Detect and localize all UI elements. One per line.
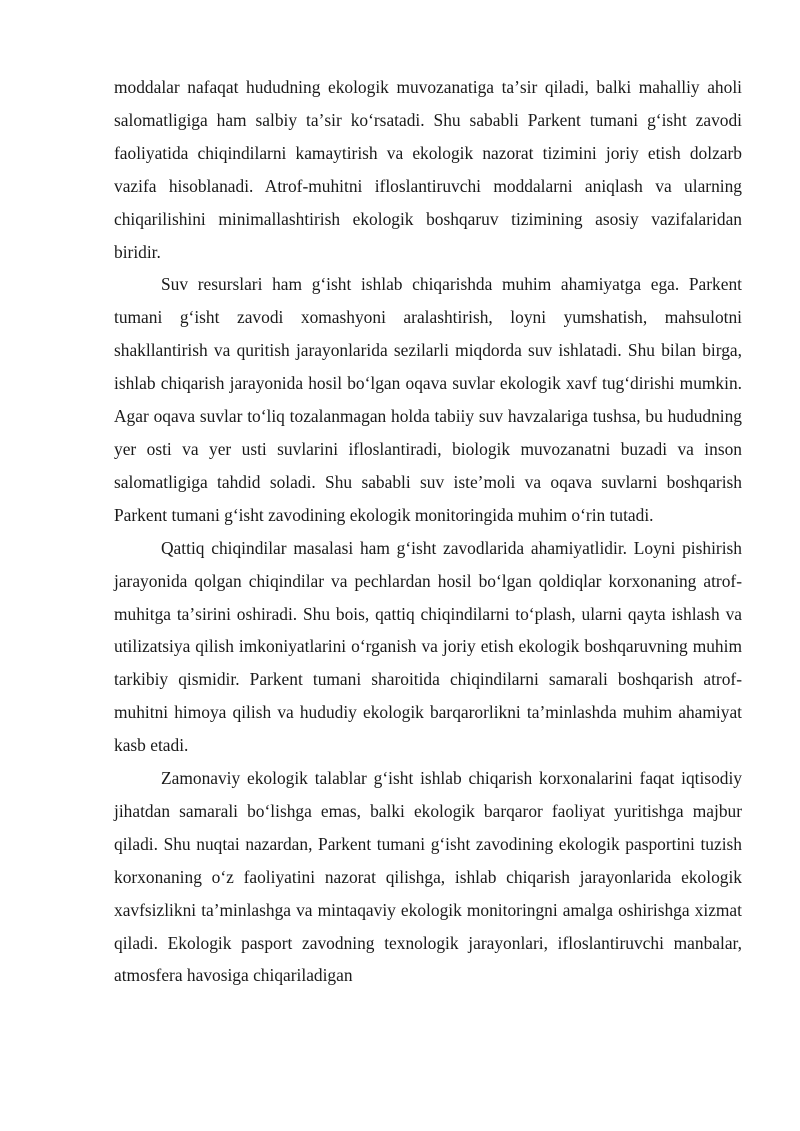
document-page [114, 71, 742, 992]
paragraph-solid-waste: Qattiq chiqindilar masalasi ham gʻisht zavodlarida ahamiyatlidir. Loyni pishirish jarayonida qolgan chiqindilar va pechlardan hosil boʻlgan qoldiqlar korxonaning atrof-muhitga taʼsirini oshiradi. Shu bois, qattiq chiqindilarni toʻplash, ularni qayta ishlash va utilizatsiya qilish imkoniyatlarini oʻrganish va joriy etish ekologik boshqaruvning muhim tarkibiy qismidir. Parkent tumani sharoitida chiqindilarni samarali boshqarish atrof-muhitni himoya qilish va hududiy ekologik barqarorlikni taʼminlashda muhim ahamiyat kasb etadi. [114, 537, 742, 756]
paragraph-water-resources: Suv resurslari ham gʻisht ishlab chiqarishda muhim ahamiyatga ega. Parkent tumani gʻisht zavodi xomashyoni aralashtirish, loyni yumshatish, mahsulotni shakllantirish va quritish jarayonlarida sezilarli miqdorda suv ishlatadi. Shu bilan birga, ishlab chiqarish jarayonida hosil boʻlgan oqava suvlar ekologik xavf tugʻdirishi mumkin. Agar oqava suvlar toʻliq tozalanmagan holda tabiiy suv havzalariga tushsa, bu hududning yer osti va yer usti suvlarini ifloslantiradi, biologik muvozanatni buzadi va inson salomatligiga tahdid soladi. Shu sababli suv isteʼmoli va oqava suvlarni boshqarish Parkent tumani gʻisht zavodining ekologik monitoringida muhim oʻrin tutadi. [114, 274, 742, 525]
paragraph-modern-requirements: Zamonaviy ekologik talablar gʻisht ishlab chiqarish korxonalarini faqat iqtisodiy jihatdan samarali boʻlishga emas, balki ekologik barqaror faoliyat yuritishga majbur qiladi. Shu nuqtai nazardan, Parkent tumani gʻisht zavodining ekologik pasportini tuzish korxonaning oʻz faoliyatini nazorat qilishga, ishlab chiqarish jarayonlarida ekologik xavfsizlikni taʼminlashga va mintaqaviy ekologik monitoringni amalga oshirishga xizmat qiladi. Ekologik pasport zavodning texnologik jarayonlari, ifloslantiruvchi manbalar, atmosfera havosiga chiqariladigan [114, 768, 742, 986]
paragraph-continuation: moddalar nafaqat hududning ekologik muvozanatiga taʼsir qiladi, balki mahalliy aholi salomatligiga ham salbiy taʼsir koʻrsatadi. Shu sababli Parkent tumani gʻisht zavodi faoliyatida chiqindilarni kamaytirish va ekologik nazorat tizimini joriy etish dolzarb vazifa hisoblanadi. Atrof-muhitni ifloslantiruvchi moddalarni aniqlash va ularning chiqarilishini minimallashtirish ekologik boshqaruv tizimining asosiy vazifalaridan biridir. [114, 77, 742, 262]
